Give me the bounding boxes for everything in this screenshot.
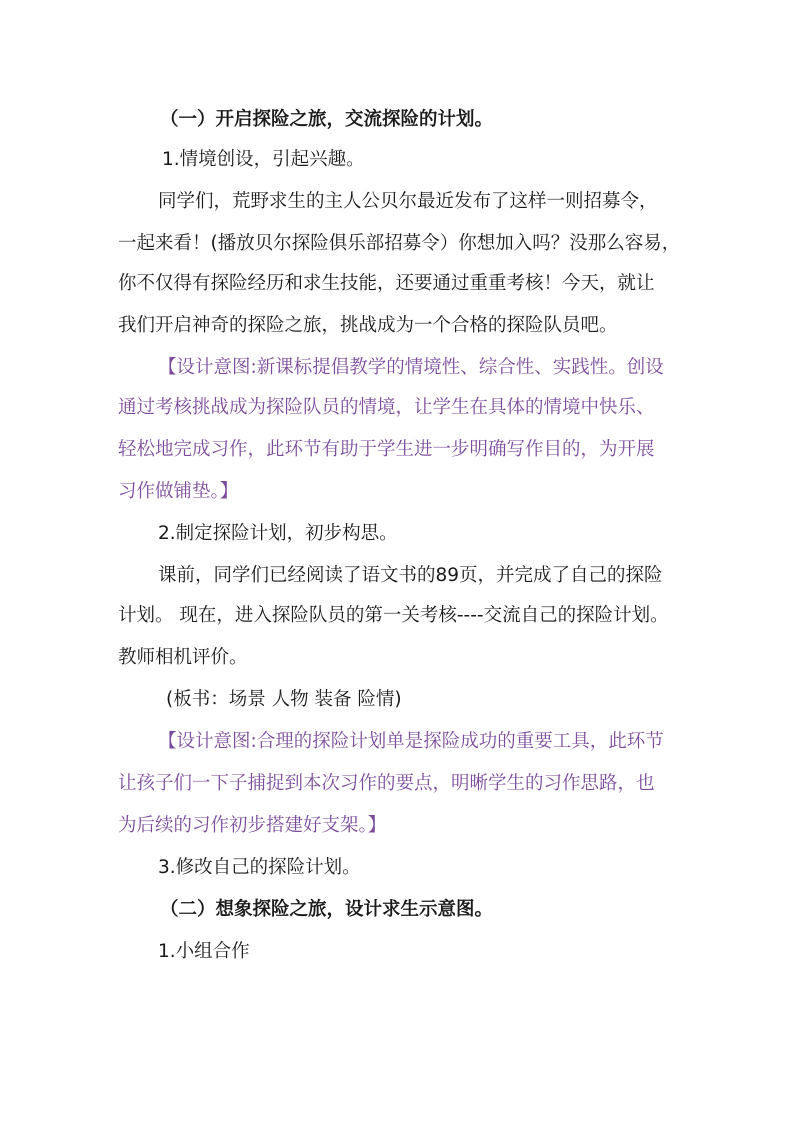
paragraph-line: 计划。 现在，进入探险队员的第一关考核----交流自己的探险计划。 [118, 605, 669, 626]
paragraph-line: 一起来看！(播放贝尔探险俱乐部招募令）你想加入吗？没那么容易， [118, 233, 681, 254]
paragraph-line: 你不仅得有探险经历和求生技能，还要通过重重考核！今天，就让 [118, 273, 655, 294]
subheading-3: 3.修改自己的探险计划。 [158, 857, 361, 878]
paragraph-line: 课前，同学们已经阅读了语文书的89页，并完成了自己的探险 [158, 565, 663, 586]
paragraph-line: 教师相机评价。 [118, 647, 248, 668]
design-note-line: 轻松地完成习作，此环节有助于学生进一步明确写作目的，为开展 [118, 439, 655, 460]
paragraph-line: 同学们，荒野求生的主人公贝尔最近发布了这样一则招募令， [158, 191, 658, 212]
design-note-line: 让孩子们一下子捕捉到本次习作的要点，明晰学生的习作思路，也 [118, 773, 655, 794]
section-heading-2: （二）想象探险之旅，设计求生示意图。 [160, 899, 494, 920]
design-note-line: 为后续的习作初步搭建好支架。】 [118, 815, 387, 836]
blackboard-note: (板书：场景 人物 装备 险情) [166, 689, 402, 710]
design-note-line: 通过考核挑战成为探险队员的情境，让学生在具体的情境中快乐、 [118, 397, 655, 418]
section-heading-1: （一）开启探险之旅，交流探险的计划。 [160, 109, 494, 130]
design-note-line: 【设计意图:合理的探险计划单是探险成功的重要工具，此环节 [158, 731, 664, 752]
design-note-line: 习作做铺垫。】 [118, 481, 239, 502]
subheading-2: 2.制定探险计划，初步构思。 [158, 523, 398, 544]
subheading-1: 1.情境创设，引起兴趣。 [162, 149, 365, 170]
subheading-4: 1.小组合作 [158, 941, 250, 962]
paragraph-line: 我们开启神奇的探险之旅，挑战成为一个合格的探险队员吧。 [118, 315, 618, 336]
design-note-line: 【设计意图:新课标提倡教学的情境性、综合性、实践性。创设 [158, 357, 664, 378]
